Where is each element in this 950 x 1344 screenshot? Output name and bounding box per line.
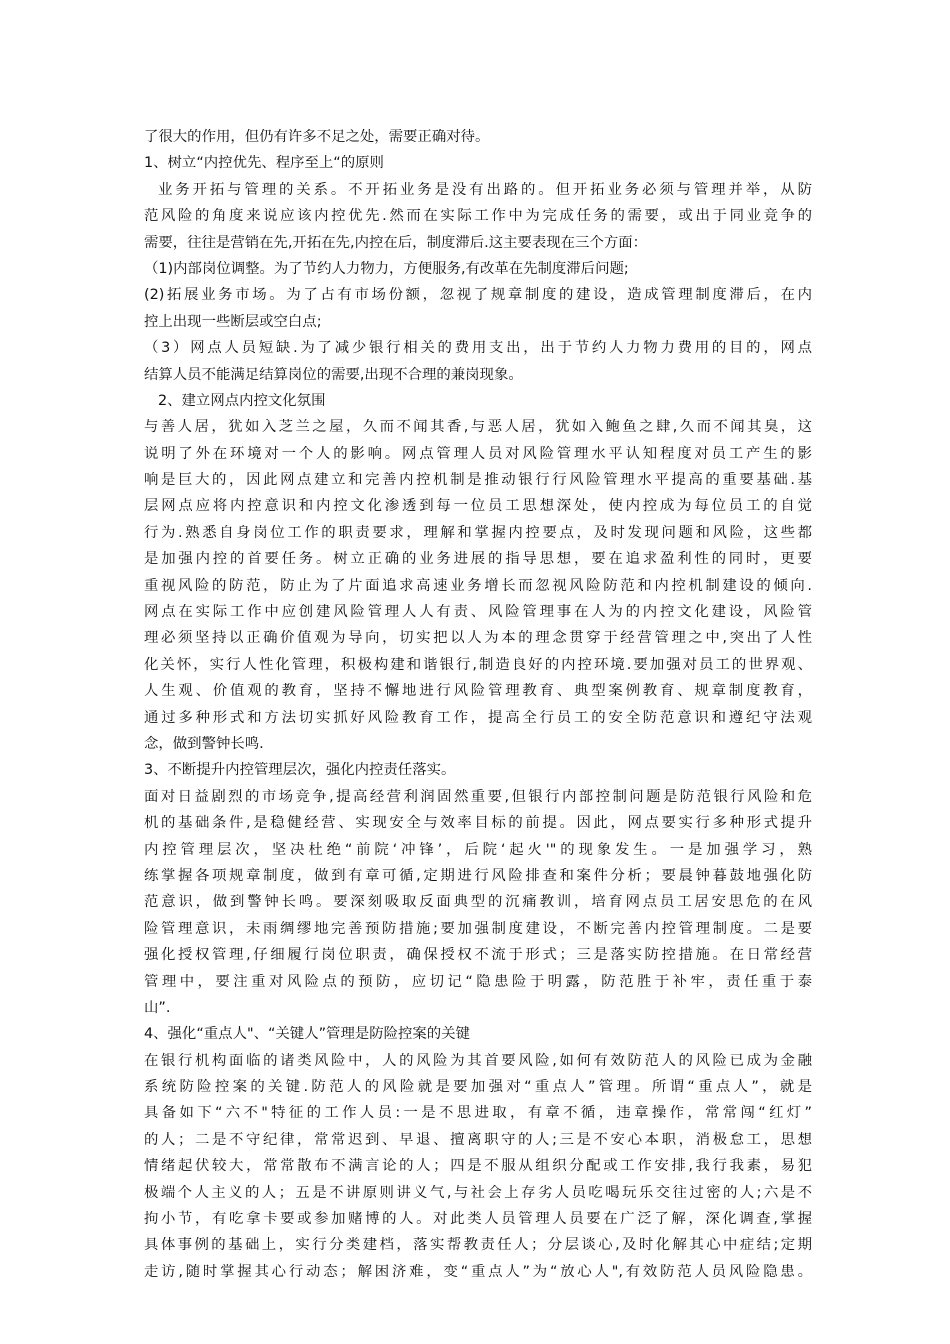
text-line: 险管理意识，未雨绸缪地完善预防措施;要加强制度建设，不断完善内控管理制度。二是要 bbox=[144, 920, 812, 937]
text-line: 业务开拓与管理的关系。不开拓业务是没有出路的。但开拓业务必须与管理并举，从防 bbox=[158, 181, 812, 198]
text-line: （1)内部岗位调整。为了节约人力物力，方便服务,有改革在先制度滞后问题; bbox=[144, 260, 629, 277]
document-page bbox=[144, 124, 812, 1285]
text-line: 内控管理层次，坚决杜绝“前院‘冲锋’，后院‘起火'"的现象发生。一是加强学习，熟 bbox=[144, 841, 812, 858]
text-line: 控上出现一些断层或空白点; bbox=[144, 313, 322, 330]
section-heading-3: 3、不断提升内控管理层次，强化内控责任落实。 bbox=[144, 762, 456, 779]
section-heading-2: 2、建立网点内控文化氛围 bbox=[158, 392, 326, 409]
text-line: 网点在实际工作中应创建风险管理人人有责、风险管理事在人为的内控文化建设，风险管 bbox=[144, 604, 812, 621]
text-line: 结算人员不能满足结算岗位的需要,出现不合理的兼岗现象。 bbox=[144, 366, 523, 383]
text-line: 层网点应将内控意识和内控文化渗透到每一位员工思想深处，使内控成为每位员工的自觉 bbox=[144, 498, 812, 515]
text-line: (2)拓展业务市场。为了占有市场份额，忽视了规章制度的建设，造成管理制度滞后，在内 bbox=[144, 287, 812, 304]
text-line: 机的基础条件,是稳健经营、实现安全与效率目标的前提。因此，网点要实行多种形式提升 bbox=[144, 815, 812, 832]
text-line: 化关怀，实行人性化管理，积极构建和谐银行,制造良好的内控环境.要加强对员工的世界观、 bbox=[144, 656, 812, 673]
text-line: 管理中，要注重对风险点的预防，应切记“隐患险于明露，防范胜于补牢，责任重于泰 bbox=[144, 973, 812, 990]
text-line: 响是巨大的，因此网点建立和完善内控机制是推动银行行风险管理水平提高的重要基础.基 bbox=[144, 472, 812, 489]
text-line: 极端个人主义的人；五是不讲原则讲义气,与社会上存劣人员吃喝玩乐交往过密的人;六是不 bbox=[144, 1184, 812, 1201]
text-line: 走访,随时掌握其心行动态；解困济难，变“重点人”为“放心人",有效防范人员风险隐患。 bbox=[144, 1263, 812, 1280]
text-line: 念，做到警钟长鸣. bbox=[144, 735, 264, 752]
text-line: 强化授权管理,仔细履行岗位职责，确保授权不流于形式；三是落实防控措施。在日常经营 bbox=[144, 947, 812, 964]
text-line: （3）网点人员短缺.为了减少银行相关的费用支出，出于节约人力物力费用的目的，网点 bbox=[144, 340, 812, 357]
text-line: 情绪起伏较大，常常散布不满言论的人；四是不服从组织分配或工作安排,我行我素，易犯 bbox=[144, 1158, 812, 1175]
text-line: 山”. bbox=[144, 999, 171, 1016]
text-line: 在银行机构面临的诸类风险中，人的风险为其首要风险,如何有效防范人的风险已成为金融 bbox=[144, 1052, 812, 1069]
text-line: 的人；二是不守纪律，常常迟到、早退、擅离职守的人;三是不安心本职，消极怠工，思想 bbox=[144, 1131, 812, 1148]
text-line: 行为.熟悉自身岗位工作的职责要求，理解和掌握内控要点，及时发现问题和风险，这些都 bbox=[144, 524, 812, 541]
text-line: 了很大的作用，但仍有许多不足之处，需要正确对待。 bbox=[144, 129, 490, 145]
text-line: 拘小节，有吃拿卡要或参加赌博的人。对此类人员管理人员要在广泛了解，深化调查,掌握 bbox=[144, 1211, 812, 1228]
text-line: 系统防险控案的关键.防范人的风险就是要加强对“重点人”管理。所谓“重点人”，就是 bbox=[144, 1079, 812, 1096]
text-line: 是加强内控的首要任务。树立正确的业务进展的指导思想，要在追求盈利性的同时，更要 bbox=[144, 551, 812, 568]
text-line: 理必须坚持以正确价值观为导向，切实把以人为本的理念贯穿于经营管理之中,突出了人性 bbox=[144, 630, 812, 647]
text-line: 与善人居，犹如入芝兰之屋，久而不闻其香,与恶人居，犹如入鲍鱼之肆,久而不闻其臭，这 bbox=[144, 419, 812, 436]
text-line: 面对日益剧烈的市场竞争,提高经营利润固然重要,但银行内部控制问题是防范银行风险和危 bbox=[144, 788, 812, 805]
text-line: 说明了外在环境对一个人的影响。网点管理人员对风险管理水平认知程度对员工产生的影 bbox=[144, 445, 812, 462]
text-line: 人生观、价值观的教育，坚持不懈地进行风险管理教育、典型案例教育、规章制度教育， bbox=[144, 683, 812, 700]
text-line: 需要，往往是营销在先,开拓在先,内控在后，制度滞后.这主要表现在三个方面： bbox=[144, 234, 648, 251]
text-line: 具体事例的基础上，实行分类建档，落实帮教责任人；分层谈心,及时化解其心中症结;定期 bbox=[144, 1237, 812, 1254]
section-heading-1: 1、树立“内控优先、程序至上“的原则 bbox=[144, 155, 384, 172]
text-line: 范风险的角度来说应该内控优先.然而在实际工作中为完成任务的需要，或出于同业竞争的 bbox=[144, 208, 812, 225]
text-line: 重视风险的防范，防止为了片面追求高速业务增长而忽视风险防范和内控机制建设的倾向. bbox=[144, 577, 812, 594]
section-heading-4: 4、强化“重点人"、“关键人”管理是防险控案的关键 bbox=[144, 1026, 470, 1043]
text-line: 练掌握各项规章制度，做到有章可循,定期进行风险排查和案件分析；要晨钟暮鼓地强化防 bbox=[144, 867, 812, 884]
text-line: 通过多种形式和方法切实抓好风险教育工作，提高全行员工的安全防范意识和遵纪守法观 bbox=[144, 709, 812, 726]
text-line: 范意识，做到警钟长鸣。要深刻吸取反面典型的沉痛教训，培育网点员工居安思危的在风 bbox=[144, 894, 812, 911]
text-line: 具备如下“六不"特征的工作人员:一是不思进取，有章不循，违章操作，常常闯“红灯” bbox=[144, 1105, 812, 1122]
